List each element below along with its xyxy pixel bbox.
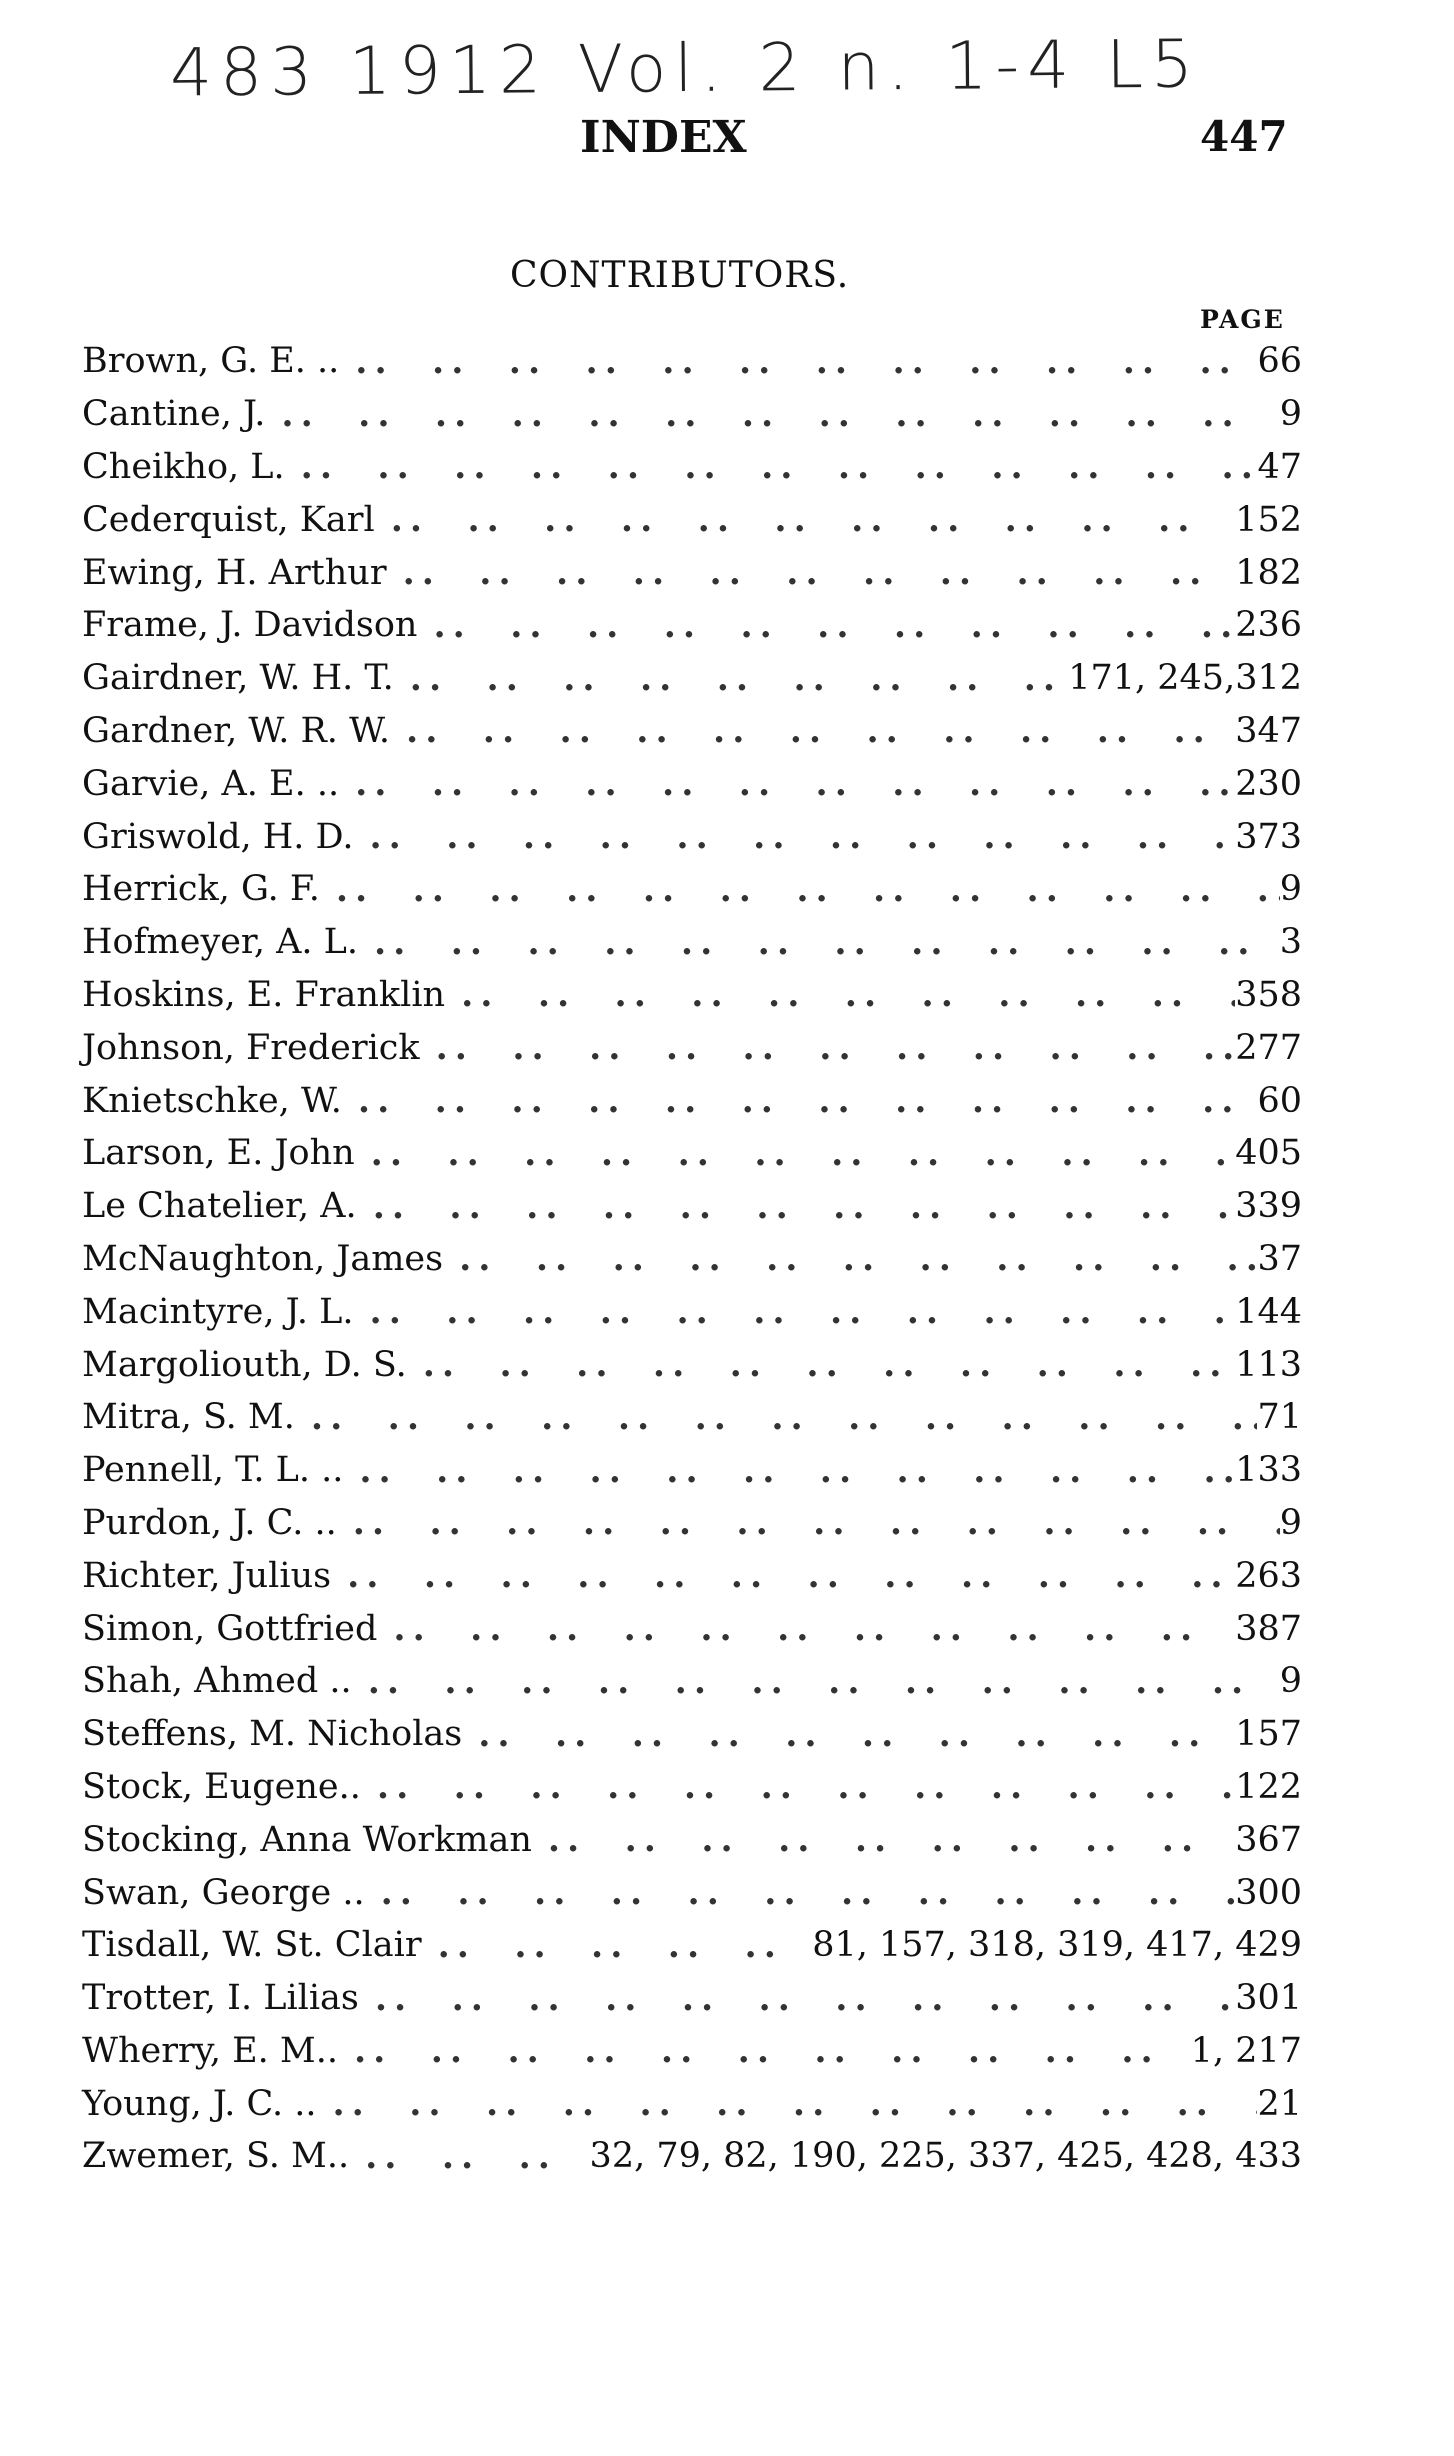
page-references: 133: [1235, 1450, 1302, 1491]
dot-leader: [365, 1872, 1236, 1913]
dot-leader: [354, 1291, 1236, 1332]
index-entry: [82, 2130, 1302, 2183]
page-references: 405: [1235, 1133, 1302, 1174]
contributor-name: McNaughton, James: [82, 1238, 444, 1279]
contributor-name: Ewing, H. Arthur: [82, 552, 387, 593]
index-entry: [82, 1866, 1302, 1919]
contributor-name: Wherry, E. M..: [82, 2030, 338, 2071]
dot-leader: [443, 1238, 1257, 1279]
dot-leader: [462, 1714, 1235, 1755]
contributor-name: Pennell, T. L. ..: [82, 1450, 344, 1491]
page-references: 358: [1235, 974, 1302, 1015]
contributor-name: Le Chatelier, A.: [82, 1186, 357, 1227]
dot-leader: [331, 1555, 1235, 1596]
contributor-name: Simon, Gottfried: [82, 1608, 378, 1649]
contributor-name: Stocking, Anna Workman: [82, 1819, 532, 1860]
dot-leader: [445, 974, 1235, 1015]
index-entry: [82, 1074, 1302, 1127]
page-references: 157: [1235, 1714, 1302, 1755]
page-references: 263: [1235, 1555, 1302, 1596]
page-references: 32, 79, 82, 190, 225, 337, 425, 428, 433: [589, 2136, 1302, 2177]
dot-leader: [355, 1133, 1236, 1174]
dot-leader: [357, 1186, 1236, 1227]
index-entry: [82, 1233, 1302, 1286]
index-entry: [82, 1497, 1302, 1550]
index-entry: [82, 1338, 1302, 1391]
index-entry: [82, 2077, 1302, 2130]
contributor-name: Gardner, W. R. W.: [82, 710, 391, 751]
contributor-name: Tisdall, W. St. Clair: [82, 1925, 422, 1966]
index-entry: [82, 863, 1302, 916]
contributor-name: Swan, George ..: [82, 1872, 365, 1913]
contributor-name: Johnson, Frederick: [82, 1027, 420, 1068]
page-references: 339: [1235, 1186, 1302, 1227]
index-entry: [82, 969, 1302, 1022]
contributor-name: Frame, J. Davidson: [82, 605, 418, 646]
index-entry: [82, 335, 1302, 388]
contributor-name: Stock, Eugene..: [82, 1766, 361, 1807]
dot-leader: [285, 446, 1258, 487]
dot-leader: [420, 1027, 1236, 1068]
contributor-name: Knietschke, W.: [82, 1080, 342, 1121]
page-references: 122: [1235, 1766, 1302, 1807]
handwritten-catalog-note: 483 1912 Vol. 2 n. 1-4 L5: [169, 25, 1202, 112]
contributor-name: Cederquist, Karl: [82, 499, 375, 540]
dot-leader: [358, 922, 1280, 963]
page-references: 37: [1257, 1238, 1302, 1279]
contributor-name: Mitra, S. M.: [82, 1397, 295, 1438]
page-references: 1, 217: [1190, 2030, 1302, 2071]
dot-leader: [394, 658, 1068, 699]
index-entry: [82, 1549, 1302, 1602]
dot-leader: [338, 2030, 1191, 2071]
contributor-name: Steffens, M. Nicholas: [82, 1714, 463, 1755]
contributor-name: Larson, E. John: [82, 1133, 355, 1174]
dot-leader: [390, 710, 1235, 751]
index-entry: [82, 1285, 1302, 1338]
dot-leader: [316, 2083, 1257, 2124]
page-references: 277: [1235, 1027, 1302, 1068]
index-entry: [82, 1180, 1302, 1233]
dot-leader: [295, 1397, 1258, 1438]
dot-leader: [532, 1819, 1235, 1860]
index-entry: [82, 1655, 1302, 1708]
dot-leader: [339, 763, 1235, 804]
page-references: 113: [1235, 1344, 1302, 1385]
page-references: 300: [1235, 1872, 1302, 1913]
dot-leader: [320, 869, 1280, 910]
dot-leader: [342, 1080, 1258, 1121]
index-entry: [82, 599, 1302, 652]
page-references: 66: [1257, 341, 1302, 382]
contributor-name: Zwemer, S. M..: [82, 2136, 350, 2177]
dot-leader: [339, 341, 1257, 382]
page-references: 373: [1235, 816, 1302, 857]
index-entry: [82, 1919, 1302, 1972]
dot-leader: [359, 1978, 1235, 2019]
index-entry: [82, 1391, 1302, 1444]
contributor-name: Hofmeyer, A. L.: [82, 922, 358, 963]
contributor-name: Macintyre, J. L.: [82, 1291, 354, 1332]
page-references: 182: [1235, 552, 1302, 593]
dot-leader: [353, 816, 1235, 857]
contributor-name: Shah, Ahmed ..: [82, 1661, 352, 1702]
page-references: 236: [1235, 605, 1302, 646]
index-entry: [82, 2025, 1302, 2078]
index-entry: [82, 1021, 1302, 1074]
dot-leader: [265, 394, 1279, 435]
dot-leader: [375, 499, 1235, 540]
index-entry: [82, 705, 1302, 758]
contributor-name: Gairdner, W. H. T.: [82, 658, 394, 699]
contributor-name: Trotter, I. Lilias: [82, 1978, 359, 2019]
contributor-name: Margoliouth, D. S.: [82, 1344, 407, 1385]
page-references: 152: [1235, 499, 1302, 540]
section-title: CONTRIBUTORS.: [510, 255, 850, 296]
index-entry: [82, 441, 1302, 494]
page-references: 81, 157, 318, 319, 417, 429: [812, 1925, 1302, 1966]
dot-leader: [387, 552, 1236, 593]
dot-leader: [377, 1608, 1235, 1649]
contributor-name: Herrick, G. F.: [82, 869, 320, 910]
contributor-name: Purdon, J. C. ..: [82, 1502, 337, 1543]
page-references: 387: [1235, 1608, 1302, 1649]
page-references: 301: [1235, 1978, 1302, 2019]
index-entry: [82, 546, 1302, 599]
contributor-name: Richter, Julius: [82, 1555, 332, 1596]
index-entry: [82, 652, 1302, 705]
index-entry: [82, 1602, 1302, 1655]
page-references: 47: [1257, 446, 1302, 487]
dot-leader: [343, 1450, 1235, 1491]
page-references: 71: [1257, 1397, 1302, 1438]
contributor-name: Cheikho, L.: [82, 446, 285, 487]
dot-leader: [352, 1661, 1280, 1702]
page-references: 144: [1235, 1291, 1302, 1332]
index-entry: [82, 1127, 1302, 1180]
contributor-name: Brown, G. E. ..: [82, 341, 340, 382]
page-references: 21: [1257, 2083, 1302, 2124]
page-references: 60: [1257, 1080, 1302, 1121]
contributor-name: Garvie, A. E. ..: [82, 763, 340, 804]
page-references: 9: [1279, 394, 1302, 435]
contributor-name: Young, J. C. ..: [82, 2083, 317, 2124]
index-entry: [82, 1708, 1302, 1761]
contributor-name: Cantine, J.: [82, 394, 266, 435]
contributor-name: Griswold, H. D.: [82, 816, 354, 857]
index-entry: [82, 1813, 1302, 1866]
index-entry: [82, 1444, 1302, 1497]
page-references: 367: [1235, 1819, 1302, 1860]
page-references: 171, 245,312: [1068, 658, 1302, 699]
dot-leader: [407, 1344, 1235, 1385]
dot-leader: [337, 1502, 1280, 1543]
page-references: 347: [1235, 710, 1302, 751]
page-references: 3: [1279, 922, 1302, 963]
index-entry: [82, 757, 1302, 810]
dot-leader: [417, 605, 1235, 646]
running-title: INDEX: [580, 112, 747, 163]
page-references: 9: [1279, 1502, 1302, 1543]
index-entry: [82, 916, 1302, 969]
page-number: 447: [1200, 112, 1288, 161]
dot-leader: [349, 2136, 589, 2177]
dot-leader: [361, 1766, 1235, 1807]
index-entry: [82, 388, 1302, 441]
contributor-list: [82, 335, 1302, 2183]
page-column-label: PAGE: [1200, 305, 1285, 334]
index-entry: [82, 1761, 1302, 1814]
index-entry: [82, 810, 1302, 863]
page-references: 9: [1279, 869, 1302, 910]
dot-leader: [422, 1925, 813, 1966]
page-references: 9: [1279, 1661, 1302, 1702]
index-entry: [82, 1972, 1302, 2025]
contributor-name: Hoskins, E. Franklin: [82, 974, 446, 1015]
page-references: 230: [1235, 763, 1302, 804]
index-entry: [82, 493, 1302, 546]
